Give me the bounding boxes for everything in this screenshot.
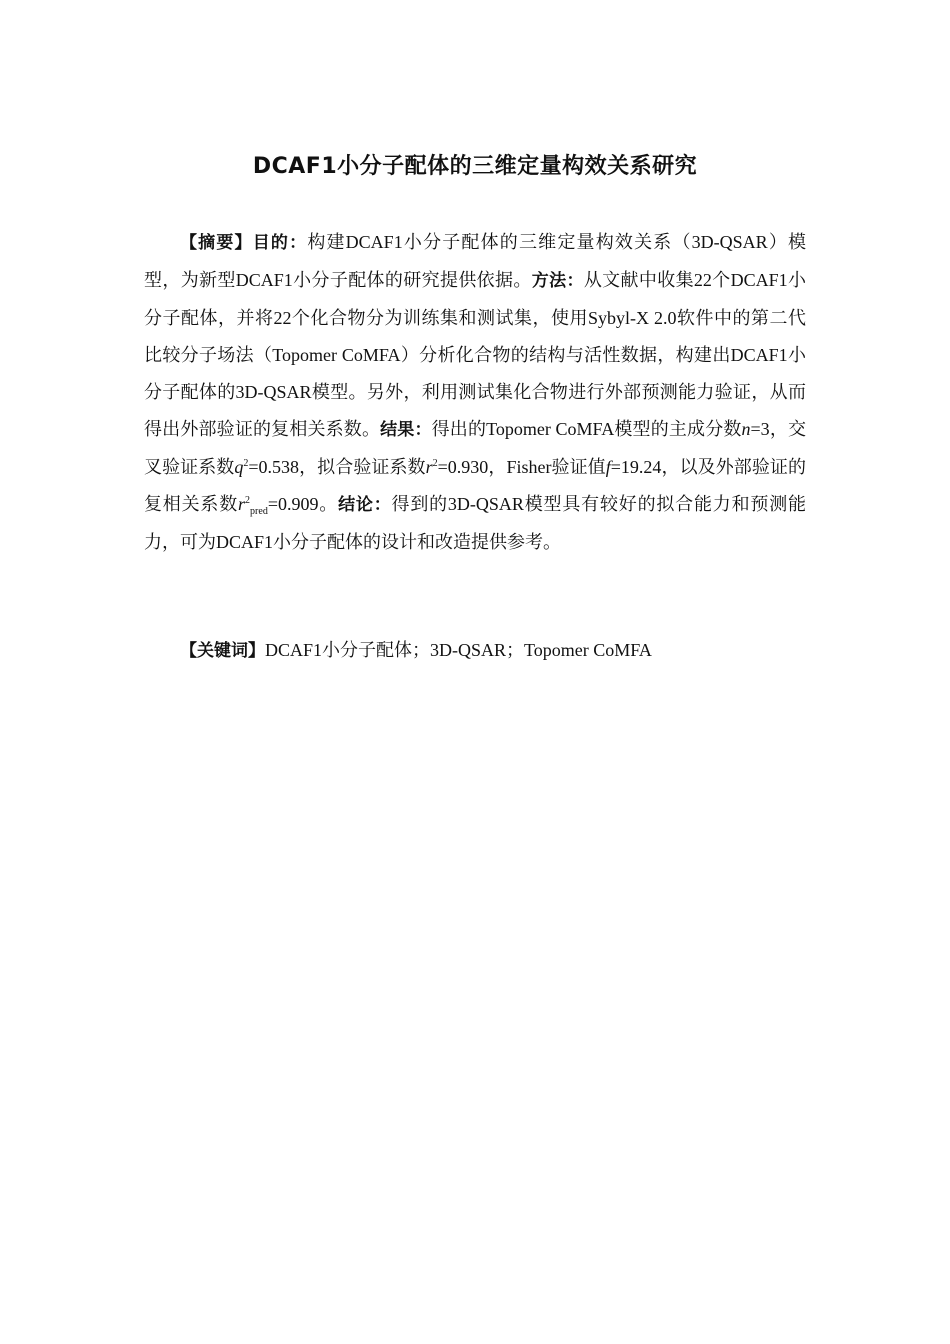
keywords-text: DCAF1小分子配体；3D-QSAR；Topomer CoMFA (265, 640, 652, 660)
n-symbol: n (741, 419, 751, 439)
abstract-label: 【摘要】 (180, 233, 253, 253)
n-value: =3，交叉验证系数 (144, 419, 807, 477)
results-label: 结果： (380, 420, 432, 440)
q-superscript: 2 (243, 458, 249, 469)
rpred-symbol: r (238, 494, 246, 514)
keywords-paragraph (144, 632, 806, 670)
f-symbol: f (605, 457, 611, 477)
rpred-value: =0.909。 (267, 494, 339, 514)
r-superscript: 2 (432, 458, 438, 469)
r-symbol: r (425, 457, 433, 477)
results-text: 得出的Topomer CoMFA模型的主成分数 (431, 419, 742, 439)
q-value: =0.538，拟合验证系数 (248, 457, 426, 477)
keywords-label: 【关键词】 (180, 641, 265, 661)
rpred-superscript: 2 (245, 495, 251, 506)
objective-label: 目的： (252, 233, 308, 253)
f-value: =19.24，以及外部验证的复相关系数 (144, 457, 807, 514)
q-symbol: q (234, 457, 244, 477)
abstract-paragraph (144, 224, 806, 561)
conclusion-label: 结论： (338, 495, 392, 515)
methods-text: 从文献中收集22个DCAF1小分子配体，并将22个化合物分为训练集和测试集，使用Sybyl-X 2.0软件中的第二代比较分子场法（Topomer CoMFA）分析化合物的结构与活性数据，构建出DCAF1小分子配体的3D-QSAR模型。另外，利用测试集化合物进行外部预测能力验证，从而得出外部验证的复相关系数。 (144, 270, 807, 439)
r-value: =0.930，Fisher验证值 (437, 457, 606, 477)
rpred-subscript: pred (250, 506, 268, 517)
methods-label: 方法： (531, 271, 584, 291)
objective-text: 构建DCAF1小分子配体的三维定量构效关系（3D-QSAR）模型，为新型DCAF1小分子配体的研究提供依据。 (144, 232, 807, 290)
conclusion-text: 得到的3D-QSAR模型具有较好的拟合能力和预测能力，可为DCAF1小分子配体的设计和改造提供参考。 (144, 494, 807, 552)
page-title: DCAF1小分子配体的三维定量构效关系研究 (252, 154, 698, 179)
